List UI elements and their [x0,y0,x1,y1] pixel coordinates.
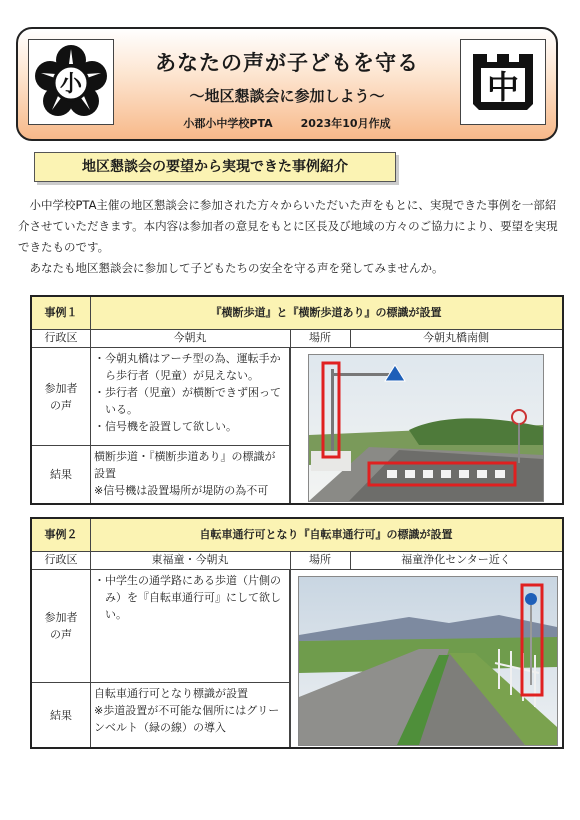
case-label: 事例２ [32,519,91,551]
org-line [118,115,456,131]
voice-cell [90,570,290,682]
result-label: 結果 [32,446,91,503]
location-label: 場所 [290,329,351,347]
voice-item: ・信号機を設置して欲しい。 [94,420,237,433]
district-label: 行政区 [32,551,91,569]
location-value: 今朝丸橋南側 [423,331,489,344]
divider [290,348,291,503]
crossing-photo-image [309,355,543,501]
voice-item: ・歩行者（児童）が横断できず困っている。 [94,386,281,416]
intro-paragraph: 小中学校PTA主催の地区懇談会に参加された方々からいただいた声をもとに、実現できた事例を一部紹介させていただきます。本内容は参加者の意見をもとに区長及び地域の方々のご協力により、要望を実現できたものです。 [18,198,558,254]
case-1-photo [308,354,544,502]
case-title: 『横断歩道』と『横断歩道あり』の標識が設置 [210,306,442,319]
voice-cell [90,348,290,445]
page-title: あなたの声が子どもを守る [155,51,419,75]
section-title: 地区懇談会の要望から実現できた事例紹介 [34,152,396,182]
case-2-photo [298,576,558,746]
district-label: 行政区 [32,329,91,347]
voice-item: ・今朝丸橋はアーチ型の為、運転手から歩行者（児童）が見えない。 [94,352,281,382]
voice-label [32,570,91,682]
result-text: 自転車通行可となり標識が設置 [94,687,248,700]
result-label: 結果 [32,683,91,747]
district-value: 今朝丸 [90,329,291,347]
divider [290,570,291,747]
case-1-table [30,295,564,505]
location-label: 場所 [290,551,351,569]
result-cell [90,683,290,747]
case-header [32,297,562,330]
header-banner [16,27,558,141]
page-subtitle: 〜地区懇談会に参加しよう〜 [189,87,385,105]
case-info-row [32,329,562,348]
intro-text [18,195,564,279]
district-value: 東福童・今朝丸 [90,551,291,569]
junior-high-badge-icon [461,40,545,124]
voice-label-text: 参加者の声 [44,381,78,412]
voice-item: ・中学生の通学路にある歩道（片側のみ）を『自転車通行可』にして欲しい。 [94,574,281,621]
result-text: 横断歩道・『横断歩道あり』の標識が設置 [94,450,276,480]
bike-path-photo-image [299,577,557,745]
case-header [32,519,562,552]
logo-char-right: 中 [486,68,520,106]
intro-paragraph: あなたも地区懇談会に参加して子どもたちの安全を守る声を発してみませんか。 [29,261,444,275]
org-name: 小郡小中学校PTA [183,117,273,130]
result-note: ※信号機は設置場所が堤防の為不可 [94,484,269,497]
result-note: ※歩道設置が不可能な個所にはグリーンベルト（緑の線）の導入 [94,704,280,734]
junior-high-emblem [460,39,546,125]
voice-label [32,348,91,445]
elementary-school-emblem [28,39,114,125]
created-date: 2023年10月作成 [300,117,391,130]
location-value: 福童浄化センター近く [401,553,511,566]
flower-emblem-icon [29,40,113,124]
voice-label-text: 参加者の声 [44,611,78,641]
case-2-table [30,517,564,749]
logo-char-left: 小 [59,72,83,97]
case-label: 事例１ [32,297,91,329]
case-info-row [32,551,562,570]
result-cell [90,446,290,503]
case-title: 自転車通行可となり『自転車通行可』の標識が設置 [199,528,453,541]
